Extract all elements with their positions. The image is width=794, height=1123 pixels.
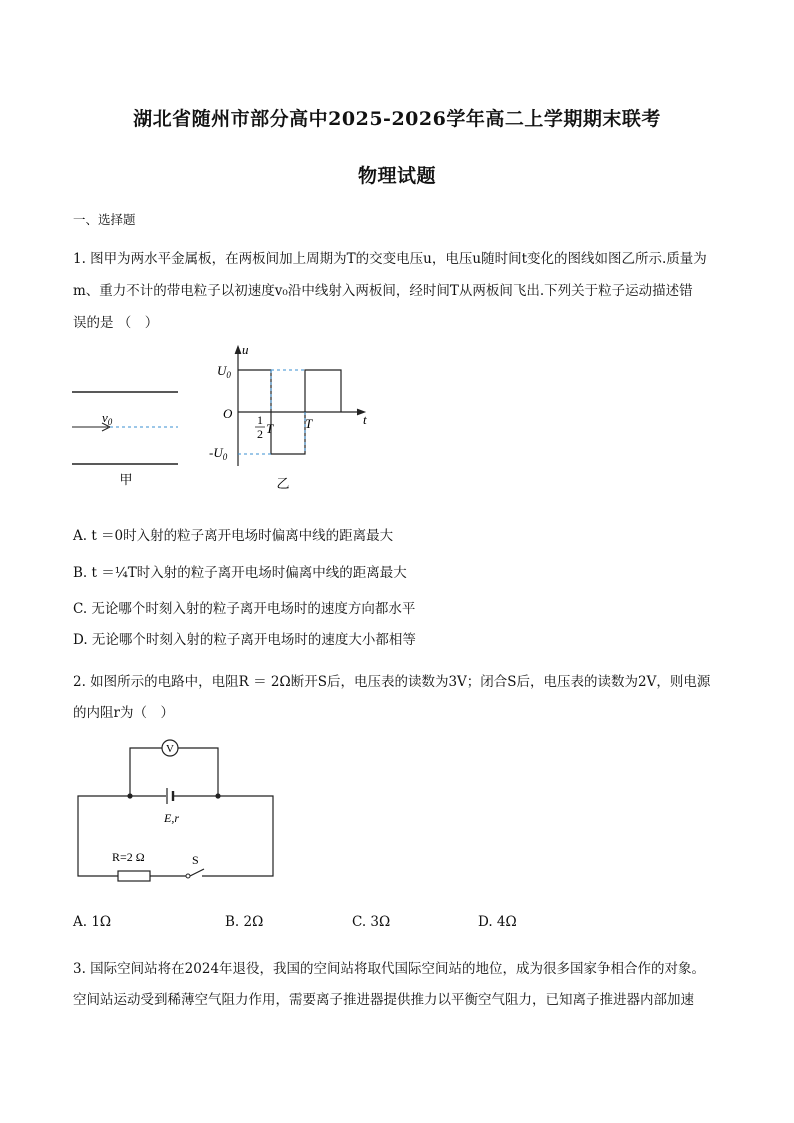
circuit-diagram (70, 736, 282, 886)
half-period-num: 1 (257, 413, 263, 427)
page-title: 湖北省随州市部分高中2025-2026学年高二上学期期末联考 (133, 108, 661, 130)
q3-line-1: 3. 国际空间站将在2024年退役，我国的空间站将取代国际空间站的地位，成为很多国家争相合作的对象。 (73, 961, 706, 977)
period-label: T (305, 416, 313, 431)
q1-option-d[interactable]: D. 无论哪个时刻入射的粒子离开电场时的速度大小都相等 (73, 632, 416, 648)
q2-option-c[interactable]: C. 3Ω (352, 914, 391, 930)
source-label: E,r (164, 811, 179, 825)
q2-option-b[interactable]: B. 2Ω (225, 914, 264, 930)
wire-left (78, 796, 130, 876)
switch-label: S (192, 853, 199, 867)
half-period-den: 2 (257, 427, 263, 441)
q3-line-2: 空间站运动受到稀薄空气阻力作用，需要离子推进器提供推力以平衡空气阻力，已知离子推进器内部加速 (73, 992, 694, 1008)
q1-option-b[interactable]: B. t ＝¼T时入射的粒子离开电场时偏离中线的距离最大 (73, 565, 407, 581)
t-axis-label: t (363, 412, 367, 427)
junction-left (127, 793, 132, 798)
figure-yi-caption: 乙 (276, 476, 290, 491)
switch-contact-left (186, 874, 190, 878)
q1-option-c[interactable]: C. 无论哪个时刻入射的粒子离开电场时的速度方向都水平 (73, 601, 416, 617)
wire-right (202, 796, 273, 876)
q2-option-a[interactable]: A. 1Ω (73, 914, 112, 930)
junction-right (215, 793, 220, 798)
resistor-label: R=2 Ω (112, 850, 145, 864)
resistor-icon (118, 871, 150, 881)
u0-negative-label: $-U_0$ (209, 445, 228, 462)
voltmeter-wire-right (178, 748, 218, 796)
u-axis-label: u (242, 342, 249, 357)
figure-yi (205, 340, 380, 495)
figure-jia-caption: 甲 (119, 472, 133, 487)
u-axis-arrow (235, 346, 241, 354)
q2-line-1: 2. 如图所示的电路中，电阻R ＝ 2Ω断开S后，电压表的读数为3V；闭合S后，电压表的读数为2V，则电源 (73, 674, 711, 690)
v0-label: $v_0$ (102, 410, 113, 427)
origin-label: O (223, 406, 233, 421)
q2-option-d[interactable]: D. 4Ω (478, 914, 517, 930)
page-subtitle: 物理试题 (357, 165, 436, 187)
q1-line-2: m、重力不计的带电粒子以初速度v₀沿中线射入两板间，经时间T从两板间飞出.下列关于粒子运动描述错 (73, 283, 693, 299)
figure-jia (66, 380, 186, 490)
q1-line-3: 误的是 （ ） (73, 315, 159, 331)
u0-positive-label: $U_0$ (217, 363, 231, 380)
section-heading: 一、选择题 (73, 212, 136, 227)
voltmeter-label: V (166, 743, 174, 755)
voltmeter-wire-left (130, 748, 162, 796)
switch-blade (190, 869, 204, 876)
q2-line-2: 的内阻r为（ ） (73, 705, 174, 721)
q1-line-1: 1. 图甲为两水平金属板，在两板间加上周期为T的交变电压u，电压u随时间t变化的图线如图乙所示.质量为 (73, 251, 707, 267)
half-period-T: T (266, 421, 274, 436)
q1-option-a[interactable]: A. t ＝0时入射的粒子离开电场时偏离中线的距离最大 (73, 528, 394, 544)
